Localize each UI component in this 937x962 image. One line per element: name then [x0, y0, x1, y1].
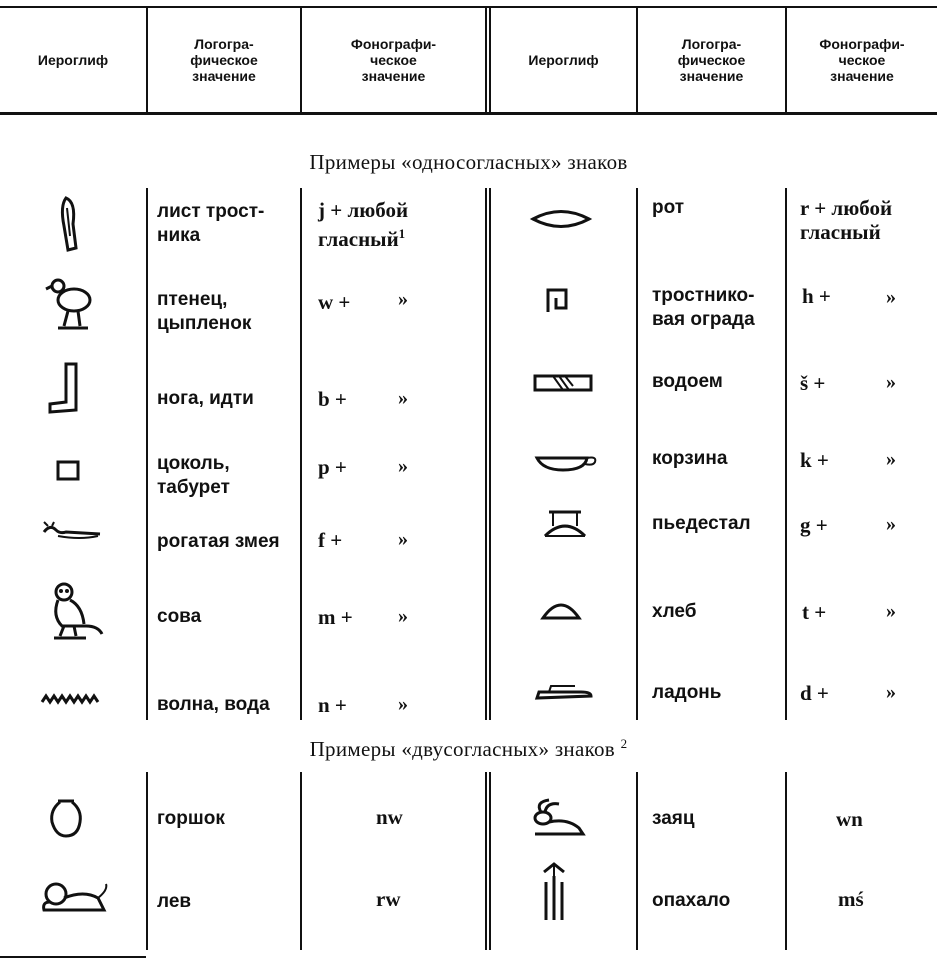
- leg-icon: [46, 362, 86, 423]
- ditto-mark: »: [886, 681, 896, 703]
- phonographic-value: g +: [800, 513, 828, 537]
- phonographic-value: [318, 198, 408, 251]
- logographic-value: горшок: [157, 808, 225, 829]
- section-title-uniconsonantal: Примеры «односогласных» знаков: [309, 150, 628, 174]
- ditto-mark: »: [398, 528, 408, 550]
- fan-icon: [540, 862, 570, 927]
- mouth-icon: [531, 208, 591, 235]
- logographic-value: заяц: [652, 808, 695, 829]
- logographic-value: рот: [652, 197, 685, 218]
- ditto-mark: »: [886, 286, 896, 308]
- phonographic-value: k +: [800, 448, 829, 472]
- logographic-value: лист трост- ника: [157, 201, 265, 246]
- body-column-rule: [489, 188, 491, 720]
- chick-icon: [44, 276, 94, 337]
- body-column-rule: [146, 188, 148, 720]
- logographic-value: нога, идти: [157, 388, 254, 409]
- ditto-mark: »: [886, 513, 896, 535]
- section-title-text: Примеры «двусогласных» знаков: [309, 737, 616, 761]
- body-column-rule: [489, 772, 491, 950]
- body-column-rule: [485, 188, 487, 720]
- body-column-rule: [300, 772, 302, 950]
- header-phonographic: Фонографи- ческое значение: [350, 36, 437, 84]
- logographic-value: тростнико- вая ограда: [652, 285, 755, 330]
- table-top-rule: [0, 6, 937, 8]
- header-bottom-rule: [0, 112, 937, 115]
- phonographic-value: m +: [318, 605, 353, 629]
- body-column-rule: [636, 772, 638, 950]
- footnote-marker: 1: [398, 226, 406, 241]
- phonographic-value: š +: [800, 371, 826, 395]
- phonographic-value: wn: [836, 807, 863, 831]
- stool-icon: [56, 460, 82, 487]
- basket-icon: [535, 452, 599, 477]
- logographic-value: опахало: [652, 890, 731, 911]
- phonographic-value: w +: [318, 290, 351, 314]
- header-hieroglyph: Иероглиф: [528, 52, 599, 68]
- hand-icon: [535, 682, 595, 707]
- phonographic-value: f +: [318, 528, 343, 552]
- phonographic-value: mś: [838, 887, 864, 911]
- pot-icon: [48, 798, 84, 843]
- ditto-mark: »: [398, 605, 408, 627]
- header-phonographic: Фонографи- ческое значение: [819, 36, 905, 84]
- logographic-value: корзина: [652, 448, 728, 469]
- logographic-value: лев: [157, 891, 192, 912]
- phonographic-value: rw: [376, 887, 401, 911]
- phonographic-value: nw: [376, 805, 403, 829]
- reed-shelter-icon: [546, 288, 570, 319]
- ditto-mark: »: [398, 288, 408, 310]
- lion-icon: [40, 880, 110, 921]
- header-column-rule: [485, 6, 487, 112]
- logographic-value: волна, вода: [157, 694, 270, 715]
- logographic-value: птенец, цыпленок: [157, 289, 252, 334]
- body-column-rule: [785, 188, 787, 720]
- reed-leaf-icon: [58, 196, 80, 257]
- bread-loaf-icon: [541, 598, 581, 625]
- ditto-mark: »: [398, 455, 408, 477]
- ditto-mark: »: [398, 693, 408, 715]
- phonetic-text: j + любой гласный: [318, 198, 409, 251]
- logographic-value: хлеб: [652, 601, 697, 622]
- body-column-rule: [636, 188, 638, 720]
- phonographic-value: d +: [800, 681, 829, 705]
- logographic-value: водоем: [652, 371, 723, 392]
- ditto-mark: »: [886, 600, 896, 622]
- ditto-mark: »: [398, 387, 408, 409]
- section-title-biconsonantal: [0, 736, 937, 762]
- body-column-rule: [485, 772, 487, 950]
- pool-icon: [533, 374, 593, 397]
- phonographic-value: p +: [318, 455, 347, 479]
- phonographic-value: h +: [802, 284, 831, 308]
- header-hieroglyph: Иероглиф: [37, 52, 109, 68]
- body-column-rule: [146, 772, 148, 950]
- logographic-value: сова: [157, 606, 202, 627]
- phonographic-value: t +: [802, 600, 827, 624]
- logographic-value: цоколь, табурет: [157, 453, 230, 498]
- logographic-value: рогатая змея: [157, 531, 280, 552]
- horned-viper-icon: [40, 520, 104, 549]
- phonographic-value: n +: [318, 693, 347, 717]
- body-column-rule: [300, 188, 302, 720]
- logographic-value: пьедестал: [652, 513, 751, 534]
- table-bottom-rule: [0, 956, 146, 958]
- ditto-mark: »: [886, 371, 896, 393]
- jar-stand-icon: [543, 508, 587, 545]
- header-logographic: Логогра- фическое значение: [677, 36, 746, 84]
- ditto-mark: »: [886, 448, 896, 470]
- water-ripple-icon: [40, 692, 100, 711]
- footnote-marker: 2: [620, 736, 628, 751]
- hare-icon: [527, 798, 587, 843]
- body-column-rule: [785, 772, 787, 950]
- owl-icon: [46, 582, 106, 647]
- phonographic-value: r + любой гласный: [800, 196, 893, 244]
- phonographic-value: b +: [318, 387, 347, 411]
- header-logographic: Логогра- фическое значение: [190, 36, 258, 84]
- logographic-value: ладонь: [652, 682, 722, 703]
